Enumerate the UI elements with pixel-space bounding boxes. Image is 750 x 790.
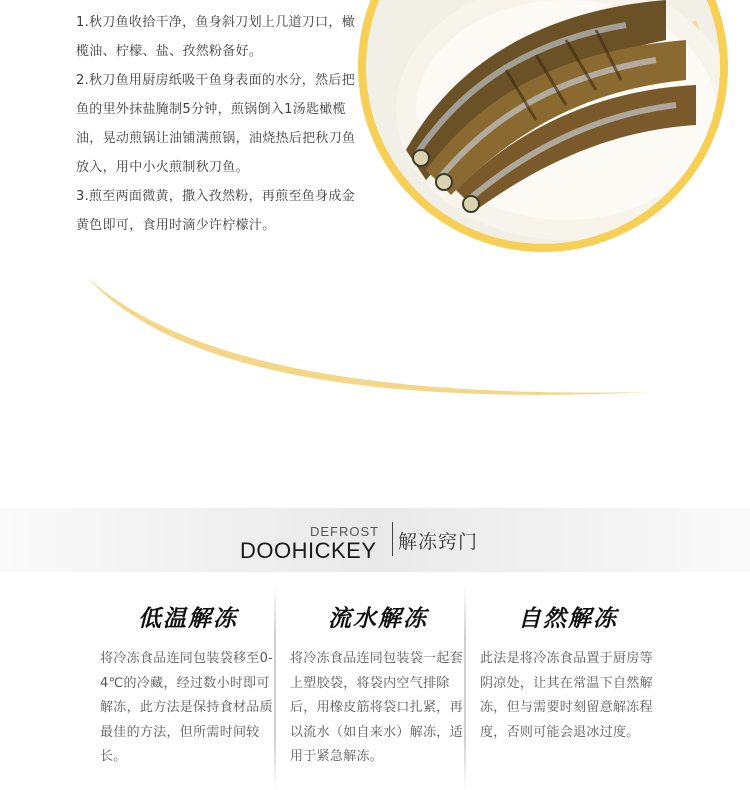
grilled-saury-photo [358, 0, 728, 252]
method-body: 此法是将冷冻食品置于厨房等阴凉处，让其在常温下自然解冻，但与需要时刻留意解冻程度，否则可能会退冰过度。 [480, 651, 653, 740]
title-divider [392, 522, 393, 556]
method-title: 自然解冻 [518, 606, 618, 632]
column-divider [274, 585, 276, 790]
column-divider [464, 585, 466, 790]
section-header-band [0, 508, 750, 572]
section-title-cn: 解冻窍门 [398, 531, 479, 553]
recipe-step-3: 3.煎至两面微黄，撒入孜然粉，再煎至鱼身成金黄色即可，食用时滴少许柠檬汁。 [76, 189, 356, 233]
section-title [240, 520, 540, 570]
section-title-en-small: DEFROST [310, 524, 380, 539]
section-title-en-large: DOOHICKEY [240, 538, 377, 563]
method-title: 流水解冻 [328, 606, 428, 632]
method-running-water [290, 600, 466, 770]
recipe-step-2: 2.秋刀鱼用厨房纸吸干鱼身表面的水分，然后把鱼的里外抹盐腌制5分钟，煎锅倒入1汤匙橄榄油，晃动煎锅让油铺满煎锅，油烧热后把秋刀鱼放入，用中小火煎制秋刀鱼。 [76, 73, 356, 175]
method-title: 低温解冻 [138, 606, 238, 632]
method-low-temp [100, 600, 276, 770]
recipe-step-1: 1.秋刀鱼收拾干净，鱼身斜刀划上几道刀口，橄榄油、柠檬、盐、孜然粉备好。 [76, 15, 356, 59]
method-body: 将冷冻食品连同包装袋移至0-4℃的冷藏，经过数小时即可解冻，此方法是保持食材品质最佳的方法，但所需时间较长。 [100, 651, 274, 764]
method-natural [480, 600, 656, 745]
decorative-swoosh [0, 260, 750, 410]
recipe-steps [76, 8, 366, 240]
method-body: 将冷冻食品连同包装袋一起套上塑胶袋，将袋内空气排除后，用橡皮筋将袋口扎紧，再以流水（如自来水）解冻，适用于紧急解冻。 [290, 651, 463, 764]
